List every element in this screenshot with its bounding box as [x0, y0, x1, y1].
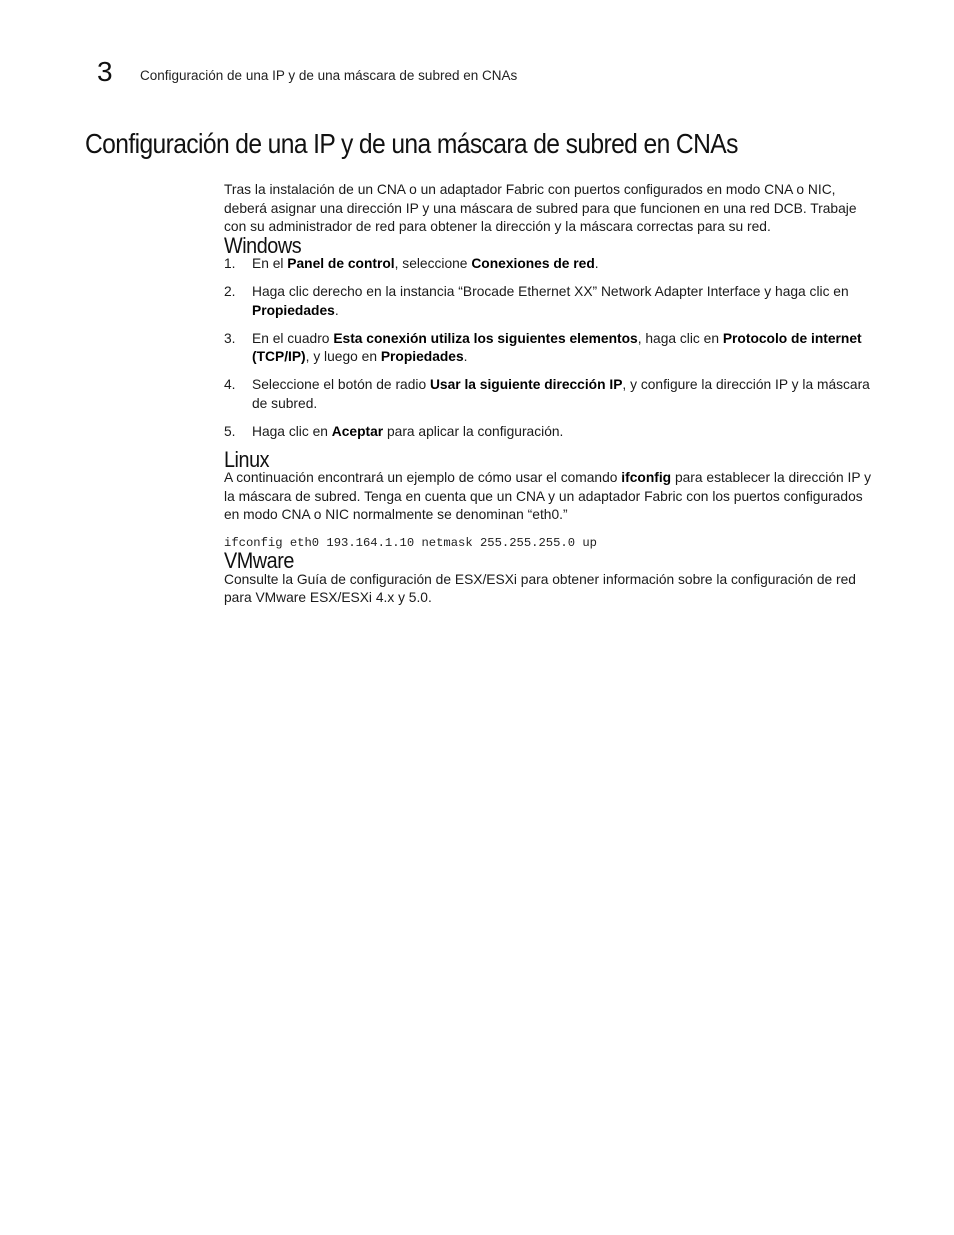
- windows-step: [224, 255, 874, 274]
- ui-term: Panel de control: [287, 256, 395, 271]
- intro-paragraph: Tras la instalación de un CNA o un adaptador Fabric con puertos configurados en modo CNA o NIC, deberá asignar una dirección IP y una máscara de subred para que funcionen en una red DCB. Trabaje con su administrador de red para obtener la dirección y la máscara correctas para su red.: [224, 182, 857, 234]
- windows-step: [224, 376, 874, 413]
- step-text: [252, 283, 874, 320]
- code-example: ifconfig eth0 193.164.1.10 netmask 255.255.255.0 up: [224, 535, 597, 550]
- linux-paragraph: [224, 469, 874, 525]
- section-title-linux: Linux: [224, 446, 270, 472]
- step-number: 4.: [224, 377, 236, 392]
- running-title: Configuración de una IP y de una máscara de subred en CNAs: [140, 67, 518, 83]
- step-text-fragment: para aplicar la configuración.: [383, 423, 564, 439]
- step-text: [252, 330, 874, 367]
- step-text-fragment: .: [334, 302, 339, 318]
- ui-term: Propiedades: [380, 349, 464, 364]
- step-text: [252, 423, 874, 442]
- ui-term: Protocolo de internet (TCP/IP): [252, 330, 862, 364]
- content-body: [224, 181, 874, 608]
- windows-step: [224, 330, 874, 367]
- step-text-fragment: .: [594, 256, 599, 271]
- step-text-fragment: .: [463, 349, 468, 364]
- running-header: [97, 56, 517, 88]
- step-text-fragment: , y configure la dirección IP y la máscara de subred.: [252, 377, 870, 411]
- section-title-windows: Windows: [224, 232, 302, 258]
- step-text-fragment: , y luego en: [305, 349, 381, 364]
- linux-command-name: ifconfig: [621, 470, 672, 485]
- step-text-fragment: , haga clic en: [637, 330, 723, 346]
- step-text-fragment: Haga clic en: [252, 423, 332, 439]
- page-title: Configuración de una IP y de una máscara de subred en CNAs: [85, 128, 738, 159]
- ui-term: Esta conexión utiliza los siguientes elementos: [333, 330, 638, 346]
- linux-text-after: para establecer la dirección IP y la máscara de subred. Tenga en cuenta que un CNA y un adaptador Fabric con los puertos configurados en modo CNA o NIC normalmente se denominan “eth0.”: [224, 470, 872, 522]
- windows-step: [224, 283, 874, 320]
- step-text-fragment: En el cuadro: [252, 330, 334, 346]
- step-text-fragment: Seleccione el botón de radio: [252, 377, 430, 392]
- ui-term: Usar la siguiente dirección IP: [429, 377, 623, 392]
- step-number: 5.: [224, 423, 236, 439]
- ui-term: Propiedades: [252, 302, 335, 318]
- ui-term: Aceptar: [331, 423, 384, 439]
- chapter-number: 3: [97, 56, 113, 87]
- windows-step: [224, 423, 874, 442]
- windows-steps-list: [224, 255, 874, 441]
- step-text-fragment: En el: [252, 256, 288, 271]
- step-text: [252, 255, 874, 274]
- step-text-fragment: Haga clic derecho en la instancia “Brocade Ethernet XX” Network Adapter Interface y haga clic en: [252, 284, 849, 299]
- step-number: 3.: [224, 330, 236, 346]
- vmware-paragraph: Consulte la Guía de configuración de ESX/ESXi para obtener información sobre la configuración de red para VMware ESX/ESXi 4.x y 5.0.: [224, 571, 856, 605]
- step-number: 1.: [224, 256, 236, 271]
- linux-text-before: A continuación encontrará un ejemplo de cómo usar el comando: [224, 470, 622, 485]
- step-text-fragment: , seleccione: [394, 256, 472, 271]
- section-title-vmware: VMware: [224, 548, 294, 573]
- step-text: [252, 376, 874, 413]
- step-number: 2.: [224, 284, 236, 299]
- ui-term: Conexiones de red: [471, 256, 595, 271]
